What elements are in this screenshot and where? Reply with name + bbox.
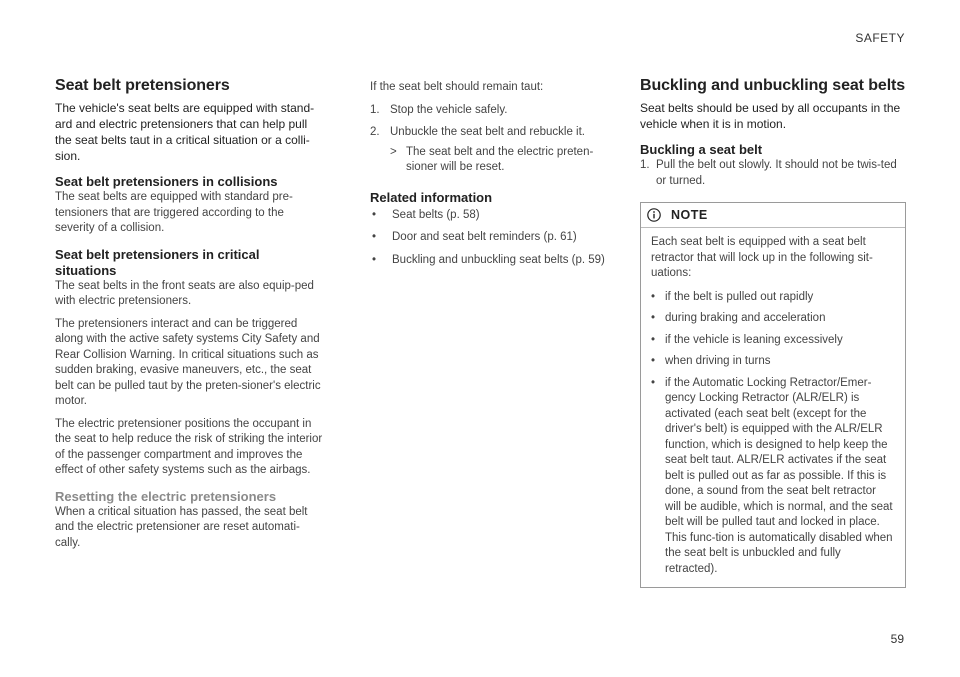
note-title: NOTE — [671, 208, 708, 222]
heading-buckling-a-seat-belt: Buckling a seat belt — [640, 142, 763, 157]
info-circle-icon — [647, 208, 661, 222]
list-item: • if the Automatic Locking Retractor/Emer-gency Locking Retractor (ALR/ELR) is activated (each seat belt (except for the driver's belt) is equipped with the ALR/ELR function, which is designed to help keep the seat belt taut. ALR/ELR activates if the seat belt is pulled out as far as possible. If this is done, a sound from the seat belt retractor will be audible, which is normal, and the seat belt will be pulled taut and locked in place. This func-tion is automatically disabled when the seat belt is unbuckled and fully retracted). — [651, 376, 893, 575]
reset-intro: If the seat belt should remain taut: — [370, 81, 544, 93]
buckling-steps-list — [640, 158, 906, 189]
heading-resetting: Resetting the electric pretensioners — [55, 488, 277, 504]
buckling-intro: Seat belts should be used by all occupants in the vehicle when it is in motion. — [640, 101, 901, 131]
step-result: > The seat belt and the electric preten-sioner will be reset. — [390, 145, 594, 173]
related-links-list — [370, 208, 610, 269]
paragraph-resetting: When a critical situation has passed, the seat belt and the electric pretensioner are reset automati-cally. — [55, 505, 308, 549]
page-number: 59 — [890, 632, 904, 646]
title-buckling: Buckling and unbuckling seat belts — [640, 77, 906, 94]
column-buckling — [640, 77, 906, 588]
heading-collisions: Seat belt pretensioners in collisions — [55, 174, 278, 189]
related-link-buckling[interactable]: • Buckling and unbuckling seat belts (p. 59) — [372, 253, 605, 266]
result-arrow-icon: > — [390, 145, 397, 158]
note-body — [641, 228, 905, 587]
list-item: • if the belt is pulled out rapidly — [651, 290, 814, 303]
note-list — [651, 290, 895, 578]
list-item: • when driving in turns — [651, 355, 771, 367]
list-item: • if the vehicle is leaning excessively — [651, 333, 843, 346]
related-link-reminders[interactable]: • Door and seat belt reminders (p. 61) — [372, 231, 577, 243]
intro-paragraph: The vehicle's seat belts are equipped with stand-ard and electric pretensioners that can help pull the seat belts taut in a critical situation or a colli-sion. — [55, 101, 315, 163]
paragraph-critical-2: The pretensioners interact and can be triggered along with the active safety systems City Safety and Rear Collision Warning. In critical situations such as sudden braking, evasive maneuvers, etc., the seat belt can be pulled taut by the preten-sioner's electric motor. — [55, 317, 321, 407]
heading-related-information: Related information — [370, 189, 493, 205]
related-link-seat-belts[interactable]: • Seat belts (p. 58) — [372, 208, 480, 221]
list-item: 1. Pull the belt out slowly. It should not be twis-ted or turned. — [640, 159, 897, 187]
title-seat-belt-pretensioners: Seat belt pretensioners — [55, 77, 230, 94]
heading-critical-situations: Seat belt pretensioners in critical situations — [55, 246, 260, 278]
reset-steps-list — [370, 103, 610, 176]
section-header: SAFETY — [855, 31, 905, 45]
note-box — [640, 202, 906, 588]
paragraph-critical-1: The seat belts in the front seats are also equip-ped with electric pretensioners. — [55, 279, 314, 307]
paragraph-critical-3: The electric pretensioner positions the occupant in the seat to help reduce the risk of striking the interior of the passenger compartment and improves the effect of other safety systems such as the airbags. — [55, 417, 323, 476]
note-header — [641, 203, 905, 228]
list-item: • during braking and acceleration — [651, 312, 826, 324]
list-item: 2. Unbuckle the seat belt and rebuckle it. > The seat belt and the electric preten-sioner will be reset. — [370, 125, 610, 176]
paragraph-collisions: The seat belts are equipped with standard pre-tensioners that are triggered according to the severity of a collision. — [55, 191, 293, 234]
column-seat-belt-pretensioners — [55, 77, 323, 551]
note-intro: Each seat belt is equipped with a seat belt retractor that will lock up in the following sit-uations: — [651, 236, 873, 279]
list-item: 1. Stop the vehicle safely. — [370, 103, 508, 116]
column-reset-steps — [370, 80, 610, 275]
